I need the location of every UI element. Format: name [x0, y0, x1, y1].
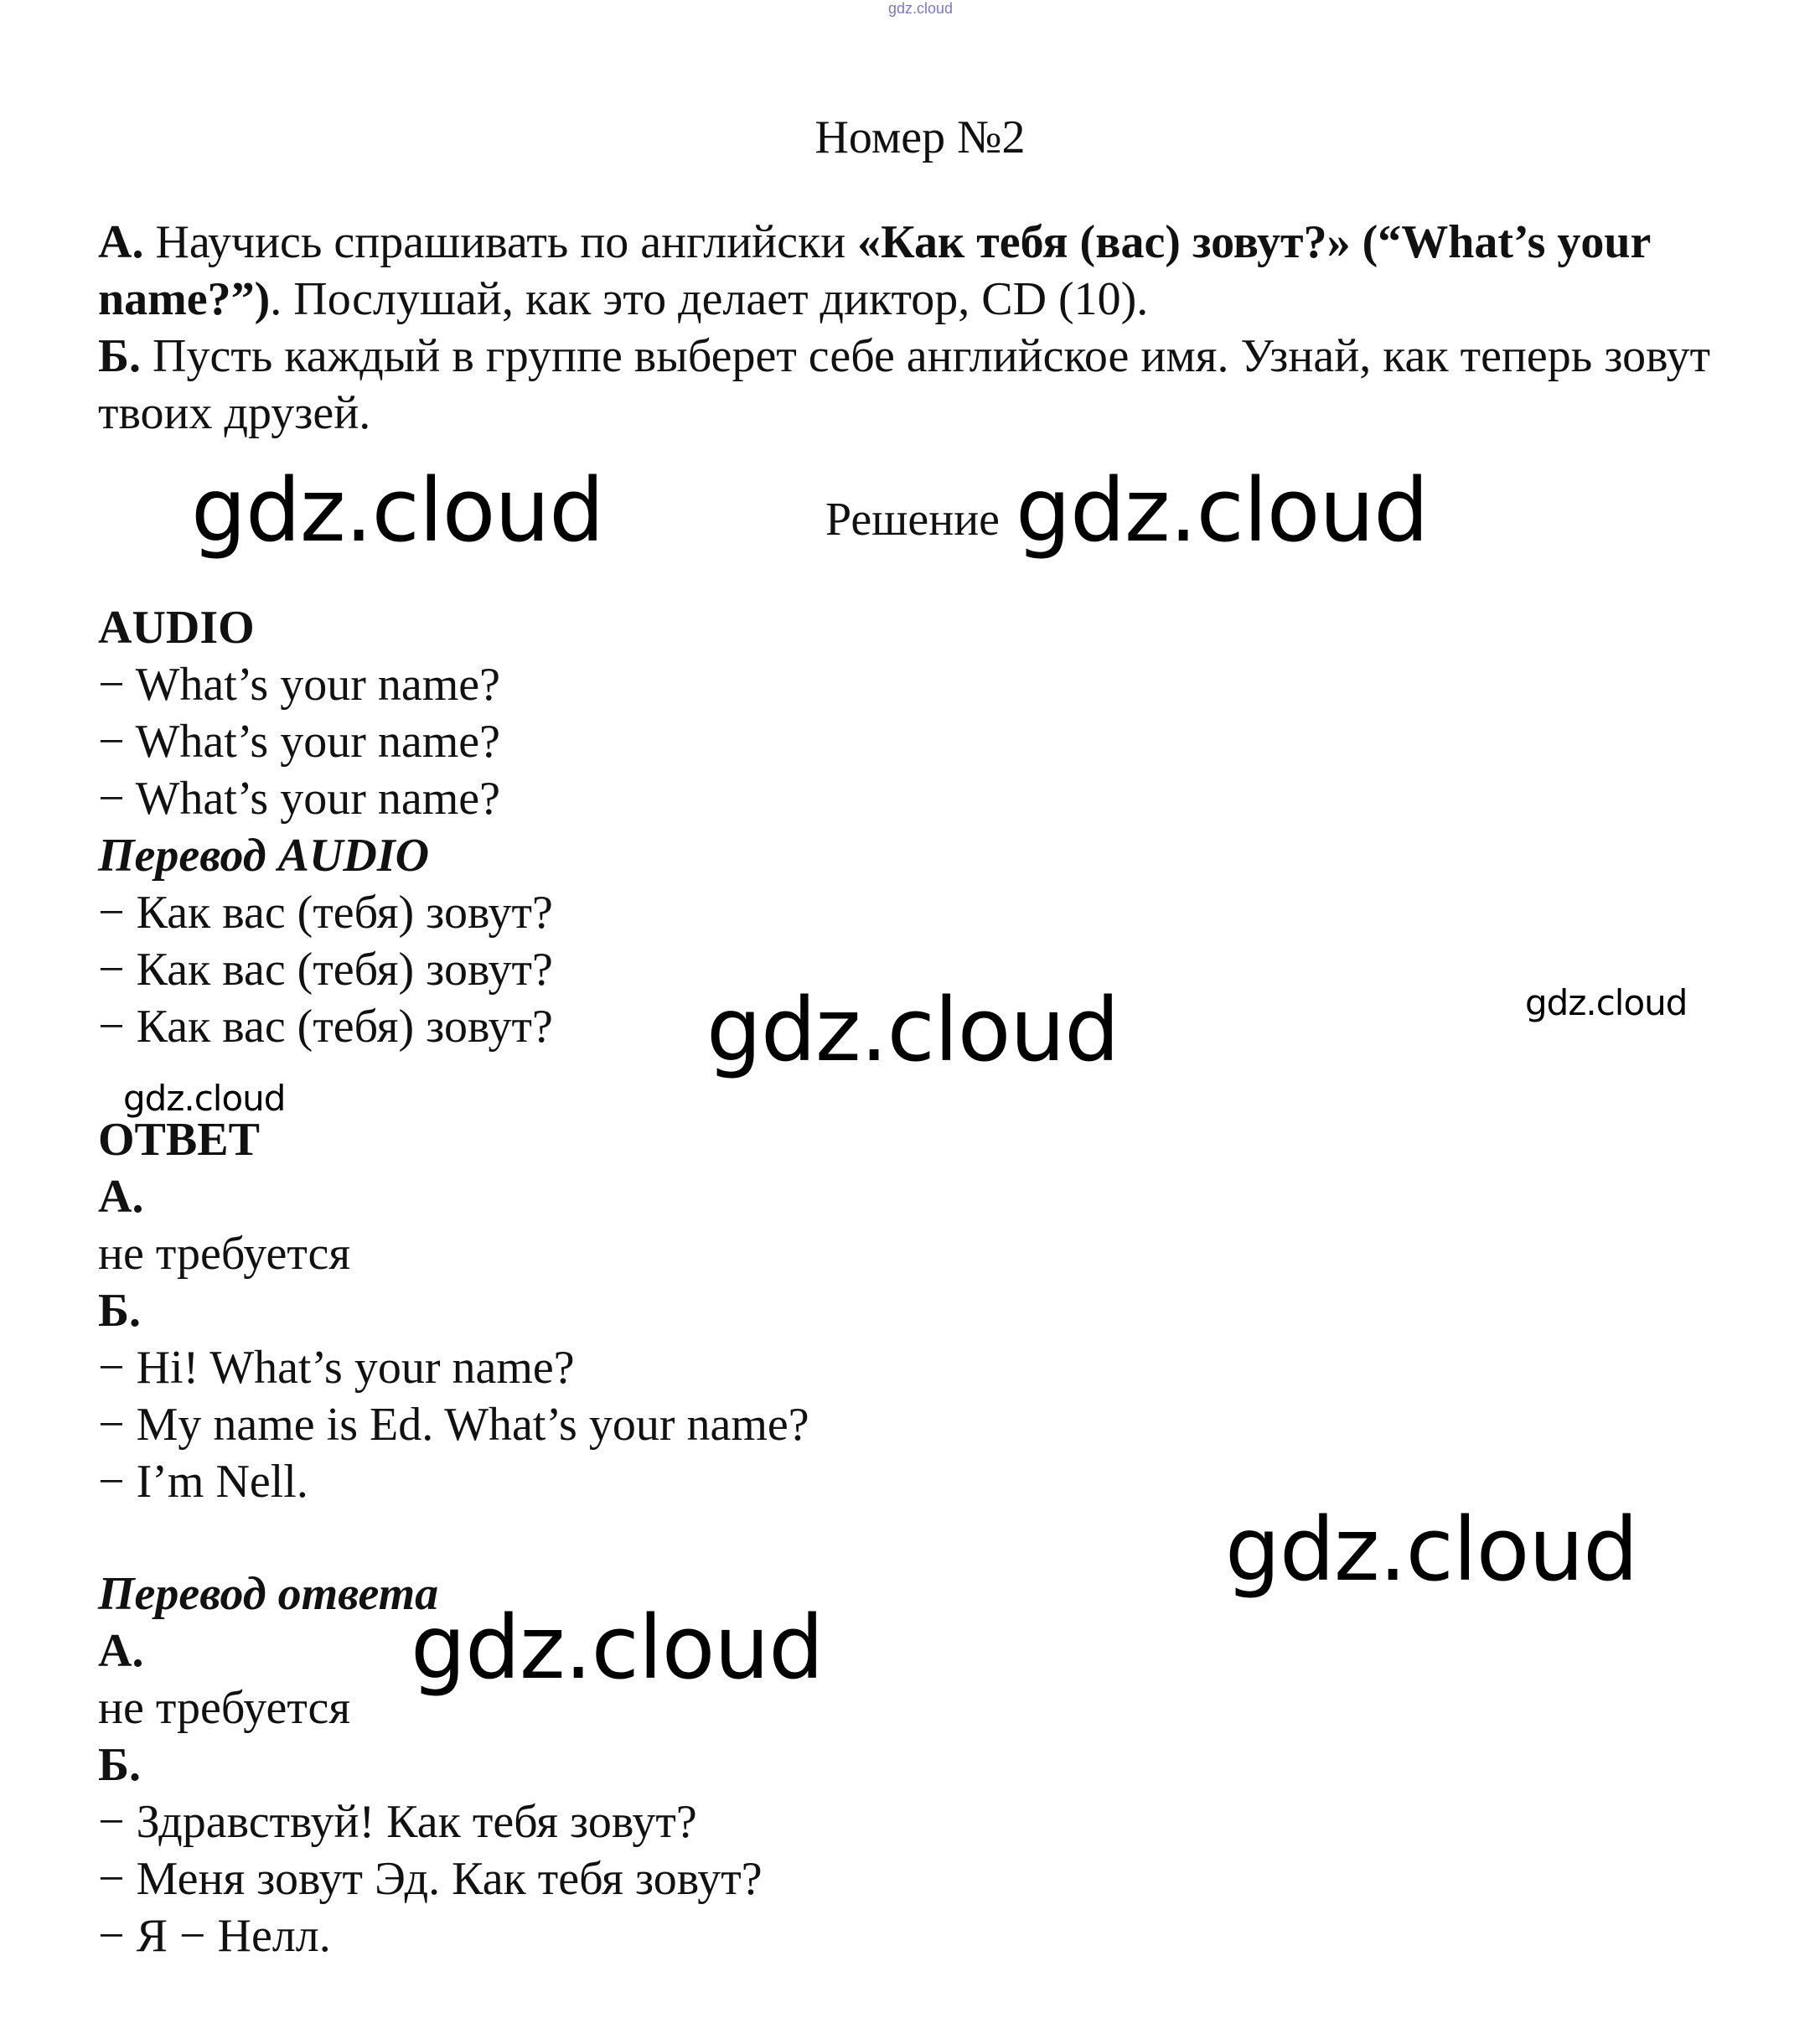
answer-translation-b-label: Б. — [98, 1739, 142, 1791]
audio-translation-heading: Перевод AUDIO — [98, 830, 430, 882]
audio-section — [98, 599, 553, 1055]
task-a-tail: . Послушай, как это делает диктор, CD (10). — [270, 273, 1149, 325]
task-text — [98, 214, 1740, 442]
answer-translation-line: − Здравствуй! Как тебя зовут? — [98, 1796, 697, 1848]
answer-line: − Hi! What’s your name? — [98, 1342, 575, 1394]
audio-heading: AUDIO — [98, 602, 255, 654]
watermark-7: gdz.cloud — [411, 1597, 824, 1699]
answer-translation-a-label: А. — [98, 1625, 144, 1677]
audio-line: − What’s your name? — [98, 659, 500, 711]
answer-translation-line: − Я − Нелл. — [98, 1910, 331, 1962]
watermark-3: gdz.cloud — [706, 979, 1119, 1081]
answer-a-label: А. — [98, 1171, 144, 1223]
solution-label: Решение — [825, 494, 1000, 546]
answer-translation-a-text: не требуется — [98, 1682, 351, 1734]
watermark-2: gdz.cloud — [1016, 459, 1429, 562]
top-watermark: gdz.cloud — [888, 0, 954, 17]
watermark-1: gdz.cloud — [191, 459, 604, 562]
task-a — [98, 214, 1740, 328]
task-a-bold: «Как тебя (вас) зовут?» (“What’s your name?”) — [98, 216, 1651, 325]
task-b — [98, 328, 1740, 442]
answer-a-text: не требуется — [98, 1228, 351, 1280]
audio-line: − What’s your name? — [98, 716, 500, 768]
answer-b-label: Б. — [98, 1285, 142, 1337]
task-a-label: А. — [98, 216, 144, 268]
audio-translation-line: − Как вас (тебя) зовут? — [98, 1001, 553, 1053]
answer-translation-line: − Меня зовут Эд. Как тебя зовут? — [98, 1853, 763, 1905]
task-b-label: Б. — [98, 330, 142, 382]
answer-line: − I’m Nell. — [98, 1456, 308, 1508]
answer-line: − My name is Ed. What’s your name? — [98, 1399, 809, 1451]
watermark-4: gdz.cloud — [1525, 982, 1688, 1023]
task-b-text: Пусть каждый в группе выберет себе английское имя. Узнай, как теперь зовут твоих друзей. — [98, 330, 1711, 439]
task-a-text: Научись спрашивать по английски — [143, 216, 858, 268]
watermark-6: gdz.cloud — [1225, 1498, 1638, 1601]
audio-translation-line: − Как вас (тебя) зовут? — [98, 887, 553, 939]
audio-translation-line: − Как вас (тебя) зовут? — [98, 944, 553, 996]
audio-line: − What’s your name? — [98, 773, 500, 825]
answer-heading: ОТВЕТ — [98, 1114, 260, 1166]
watermark-5: gdz.cloud — [123, 1078, 286, 1119]
answer-section — [98, 1111, 809, 1510]
answer-translation-heading: Перевод ответа — [98, 1568, 439, 1620]
page-title: Номер №2 — [814, 111, 1026, 163]
